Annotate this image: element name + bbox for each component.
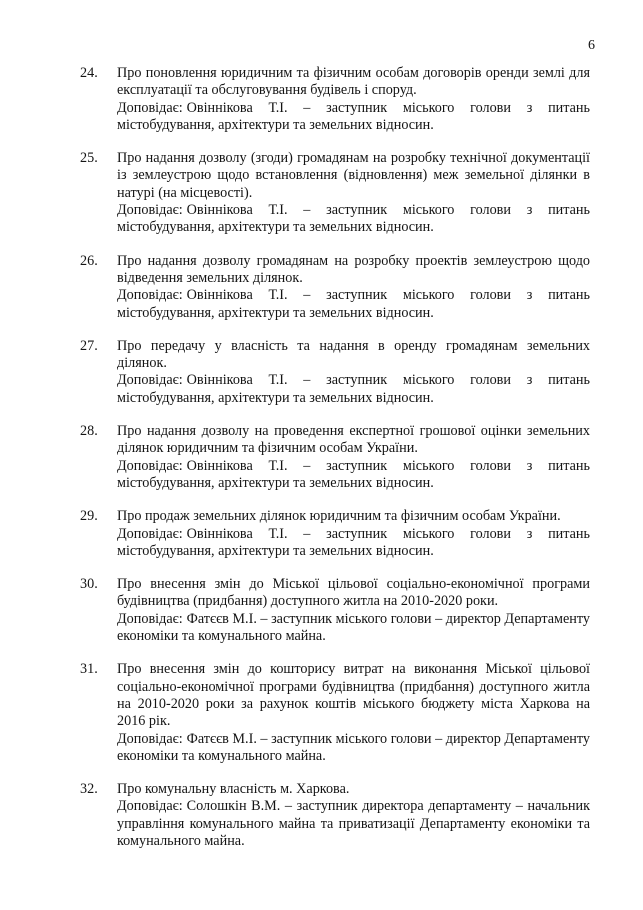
- item-title: Про передачу у власність та надання в оренду громадянам земельних ділянок.: [117, 337, 590, 372]
- item-title: Про комунальну власність м. Харкова.: [117, 781, 350, 798]
- item-reporter: [117, 611, 590, 646]
- reporter-label: Доповідає:: [117, 457, 183, 474]
- reporter-label: Доповідає:: [117, 610, 183, 627]
- item-body: [117, 150, 590, 236]
- item-reporter: [117, 458, 590, 493]
- item-title: Про продаж земельних ділянок юридичним та фізичним особам України.: [117, 508, 561, 525]
- item-body: [117, 576, 590, 645]
- item-number: 24.: [80, 65, 98, 81]
- item-title: Про поновлення юридичним та фізичним особам договорів оренди землі для експлуатації та обслуговування будівель і споруд.: [117, 65, 590, 99]
- reporter-text: Солошкін В.М. – заступник директора департаменту – начальник управління комунального майна та приватизації Департаменту економіки та комунального майна.: [117, 798, 590, 849]
- reporter-text: Овіннікова Т.І. – заступник міського голови з питань містобудування, архітектури та земельних відносин.: [117, 287, 590, 321]
- reporter-label: Доповідає:: [117, 730, 183, 747]
- reporter-text: Овіннікова Т.І. – заступник міського голови з питань містобудування, архітектури та земельних відносин.: [117, 372, 590, 406]
- item-number: 27.: [80, 337, 98, 354]
- reporter-text: Овіннікова Т.І. – заступник міського голови з питань містобудування, архітектури та земельних відносин.: [117, 99, 590, 133]
- item-body: [117, 253, 590, 322]
- agenda-item: [80, 508, 590, 560]
- item-title: Про надання дозволу (згоди) громадянам на розробку технічної документації із землеустрою щодо встановлення (відновлення) меж земельної ділянки в натурі (на місцевості).: [117, 150, 590, 201]
- agenda-item: [80, 781, 590, 850]
- reporter-label: Доповідає:: [117, 99, 183, 116]
- reporter-label: Доповідає:: [117, 798, 183, 815]
- item-reporter: [117, 372, 590, 407]
- item-body: [117, 661, 590, 765]
- item-reporter: [117, 202, 590, 237]
- reporter-text: Фатєєв М.І. – заступник міського голови – директор Департаменту економіки та комунального майна.: [117, 610, 590, 645]
- item-body: [117, 423, 590, 492]
- agenda-item: [80, 150, 590, 236]
- item-body: [117, 65, 590, 134]
- agenda-item: [80, 576, 590, 645]
- item-title: Про внесення змін до Міської цільової соціально-економічної програми будівництва (придбання) доступного житла на 2010-2020 роки.: [117, 576, 590, 610]
- item-title: Про внесення змін до кошторису витрат на виконання Міської цільової соціально-економічної програми будівництва (придбання) доступного житла на 2010-2020 роки за рахунок коштів міського бюджету міста Харкова на 2016 рік.: [117, 661, 590, 730]
- agenda-item: [80, 423, 590, 492]
- item-number: 31.: [80, 661, 98, 678]
- agenda-list: [80, 65, 590, 866]
- item-number: 29.: [80, 508, 98, 525]
- item-title: Про надання дозволу громадянам на розробку проектів землеустрою щодо відведення земельних ділянок.: [117, 252, 590, 286]
- item-body: [117, 781, 590, 850]
- reporter-label: Доповідає:: [117, 372, 183, 389]
- item-reporter: [117, 526, 590, 561]
- item-reporter: [117, 287, 590, 322]
- reporter-text: Овіннікова Т.І. – заступник міського голови з питань містобудування, архітектури та земельних відносин.: [117, 457, 590, 491]
- item-reporter: [117, 100, 590, 135]
- agenda-item: [80, 65, 590, 134]
- item-number: 26.: [80, 252, 98, 269]
- item-number: 25.: [80, 150, 98, 167]
- item-body: [117, 338, 590, 407]
- item-number: 28.: [80, 423, 98, 440]
- reporter-text: Фатєєв М.І. – заступник міського голови – директор Департаменту економіки та комунального майна.: [117, 730, 590, 764]
- item-reporter: [117, 798, 590, 850]
- item-number: 32.: [80, 781, 98, 798]
- item-reporter: [117, 731, 590, 766]
- item-title: Про надання дозволу на проведення експертної грошової оцінки земельних ділянок юридичним та фізичним особам України.: [117, 423, 590, 457]
- reporter-label: Доповідає:: [117, 202, 183, 219]
- reporter-text: Овіннікова Т.І. – заступник міського голови з питань містобудування, архітектури та земельних відносин.: [117, 525, 590, 559]
- reporter-text: Овіннікова Т.І. – заступник міського голови з питань містобудування, архітектури та земельних відносин.: [117, 202, 590, 236]
- agenda-item: [80, 661, 590, 765]
- reporter-label: Доповідає:: [117, 525, 183, 542]
- item-body: [117, 508, 590, 560]
- agenda-item: [80, 253, 590, 322]
- item-number: 30.: [80, 576, 98, 593]
- page-number: 6: [588, 38, 595, 53]
- agenda-item: [80, 338, 590, 407]
- reporter-label: Доповідає:: [117, 287, 183, 304]
